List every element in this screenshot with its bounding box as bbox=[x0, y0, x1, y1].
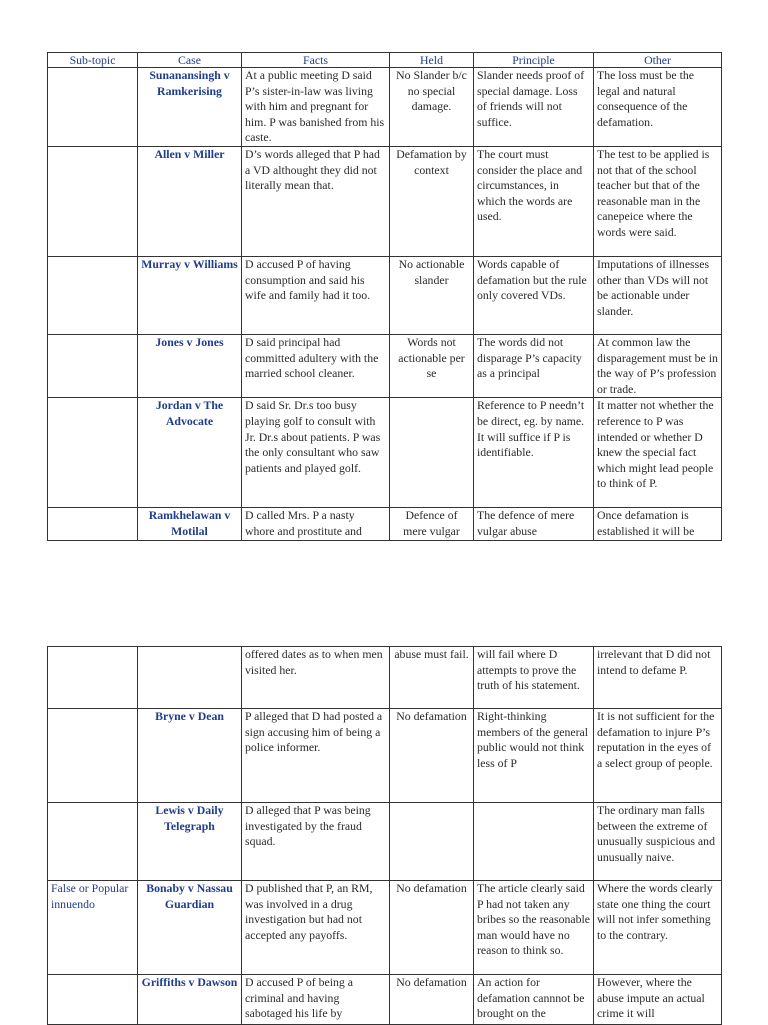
facts-cell: D said Sr. Dr.s too busy playing golf to consult with Jr. Dr.s about patients. P was the only consultant who saw patients and played golf. bbox=[242, 398, 390, 508]
subtopic-cell bbox=[48, 803, 138, 881]
subtopic-cell bbox=[48, 257, 138, 335]
principle-cell: Words capable of defamation but the rule only covered VDs. bbox=[474, 257, 594, 335]
header-row bbox=[48, 53, 722, 68]
table-row bbox=[48, 335, 722, 398]
principle-cell: An action for defamation cannnot be brought on the bbox=[474, 975, 594, 1025]
other-cell: Once defamation is established it will be bbox=[594, 508, 722, 540]
principle-cell: will fail where D attempts to prove the truth of his statement. bbox=[474, 647, 594, 709]
subtopic-cell bbox=[48, 975, 138, 1025]
table-row bbox=[48, 647, 722, 709]
subtopic-cell: False or Popular innuendo bbox=[48, 881, 138, 975]
held-cell: Defamation by context bbox=[390, 147, 474, 257]
case-name: Jordan v The Advocate bbox=[138, 398, 242, 508]
facts-cell: D’s words alleged that P had a VD althought they did not literally mean that. bbox=[242, 147, 390, 257]
case-table-page-1 bbox=[47, 52, 722, 541]
header-other: Other bbox=[594, 53, 722, 68]
case-name: Bryne v Dean bbox=[138, 709, 242, 803]
facts-cell: At a public meeting D said P’s sister-in-law was living with him and pregnant for him. P was banished from his caste. bbox=[242, 68, 390, 147]
table-row bbox=[48, 508, 722, 540]
case-name: Bonaby v Nassau Guardian bbox=[138, 881, 242, 975]
subtopic-cell bbox=[48, 647, 138, 709]
held-cell: abuse must fail. bbox=[390, 647, 474, 709]
facts-cell: D published that P, an RM, was involved in a drug investigation but had not accepted any payoffs. bbox=[242, 881, 390, 975]
header-subtopic: Sub-topic bbox=[48, 53, 138, 68]
other-cell: Where the words clearly state one thing the court will not infer something to the contrary. bbox=[594, 881, 722, 975]
principle-cell: Right-thinking members of the general public would not think less of P bbox=[474, 709, 594, 803]
table-row bbox=[48, 68, 722, 147]
held-cell: Words not actionable per se bbox=[390, 335, 474, 398]
other-cell: Imputations of illnesses other than VDs will not be actionable under slander. bbox=[594, 257, 722, 335]
other-cell: The loss must be the legal and natural consequence of the defamation. bbox=[594, 68, 722, 147]
principle-cell: The words did not disparage P’s capacity as a principal bbox=[474, 335, 594, 398]
case-table-page-2 bbox=[47, 646, 722, 1025]
principle-cell: Slander needs proof of special damage. Loss of friends will not suffice. bbox=[474, 68, 594, 147]
case-name: Griffiths v Dawson bbox=[138, 975, 242, 1025]
subtopic-cell bbox=[48, 398, 138, 508]
case-name: Murray v Williams bbox=[138, 257, 242, 335]
held-cell: No defamation bbox=[390, 881, 474, 975]
principle-cell: The defence of mere vulgar abuse bbox=[474, 508, 594, 540]
table-row bbox=[48, 803, 722, 881]
table-row bbox=[48, 881, 722, 975]
table-row bbox=[48, 398, 722, 508]
other-cell: It is not sufficient for the defamation to injure P’s reputation in the eyes of a select group of people. bbox=[594, 709, 722, 803]
facts-cell: D alleged that P was being investigated by the fraud squad. bbox=[242, 803, 390, 881]
header-held: Held bbox=[390, 53, 474, 68]
subtopic-cell bbox=[48, 709, 138, 803]
subtopic-cell bbox=[48, 335, 138, 398]
facts-cell: D said principal had committed adultery with the married school cleaner. bbox=[242, 335, 390, 398]
other-cell: The ordinary man falls between the extreme of unusually suspicious and unusually naive. bbox=[594, 803, 722, 881]
header-case: Case bbox=[138, 53, 242, 68]
subtopic-cell bbox=[48, 508, 138, 540]
held-cell bbox=[390, 398, 474, 508]
other-cell: However, where the abuse impute an actual crime it will bbox=[594, 975, 722, 1025]
held-cell: No defamation bbox=[390, 709, 474, 803]
principle-cell bbox=[474, 803, 594, 881]
other-cell: At common law the disparagement must be in the way of P’s profession or trade. bbox=[594, 335, 722, 398]
case-name bbox=[138, 647, 242, 709]
case-name: Allen v Miller bbox=[138, 147, 242, 257]
facts-cell: D called Mrs. P a nasty whore and prostitute and bbox=[242, 508, 390, 540]
case-name: Jones v Jones bbox=[138, 335, 242, 398]
table-row bbox=[48, 709, 722, 803]
other-cell: It matter not whether the reference to P was intended or whether D knew the special fact which might lead people to think of P. bbox=[594, 398, 722, 508]
held-cell bbox=[390, 803, 474, 881]
case-name: Lewis v Daily Telegraph bbox=[138, 803, 242, 881]
other-cell: The test to be applied is not that of the school teacher but that of the reasonable man in the canepeice where the words were said. bbox=[594, 147, 722, 257]
principle-cell: The article clearly said P had not taken any bribes so the reasonable man would have no reason to think so. bbox=[474, 881, 594, 975]
subtopic-cell bbox=[48, 68, 138, 147]
case-name: Sunanansingh v Ramkerising bbox=[138, 68, 242, 147]
facts-cell: P alleged that D had posted a sign accusing him of being a police informer. bbox=[242, 709, 390, 803]
held-cell: No actionable slander bbox=[390, 257, 474, 335]
facts-cell: D accused P of having consumption and said his wife and family had it too. bbox=[242, 257, 390, 335]
table-row bbox=[48, 257, 722, 335]
header-facts: Facts bbox=[242, 53, 390, 68]
facts-cell: D accused P of being a criminal and having sabotaged his life by bbox=[242, 975, 390, 1025]
case-name: Ramkhelawan v Motilal bbox=[138, 508, 242, 540]
other-cell: irrelevant that D did not intend to defame P. bbox=[594, 647, 722, 709]
table-row bbox=[48, 975, 722, 1025]
held-cell: No Slander b/c no special damage. bbox=[390, 68, 474, 147]
facts-cell: offered dates as to when men visited her. bbox=[242, 647, 390, 709]
table-row bbox=[48, 147, 722, 257]
subtopic-cell bbox=[48, 147, 138, 257]
held-cell: Defence of mere vulgar bbox=[390, 508, 474, 540]
principle-cell: Reference to P needn’t be direct, eg. by name. It will suffice if P is identifiable. bbox=[474, 398, 594, 508]
principle-cell: The court must consider the place and circumstances, in which the words are used. bbox=[474, 147, 594, 257]
held-cell: No defamation bbox=[390, 975, 474, 1025]
header-principle: Principle bbox=[474, 53, 594, 68]
